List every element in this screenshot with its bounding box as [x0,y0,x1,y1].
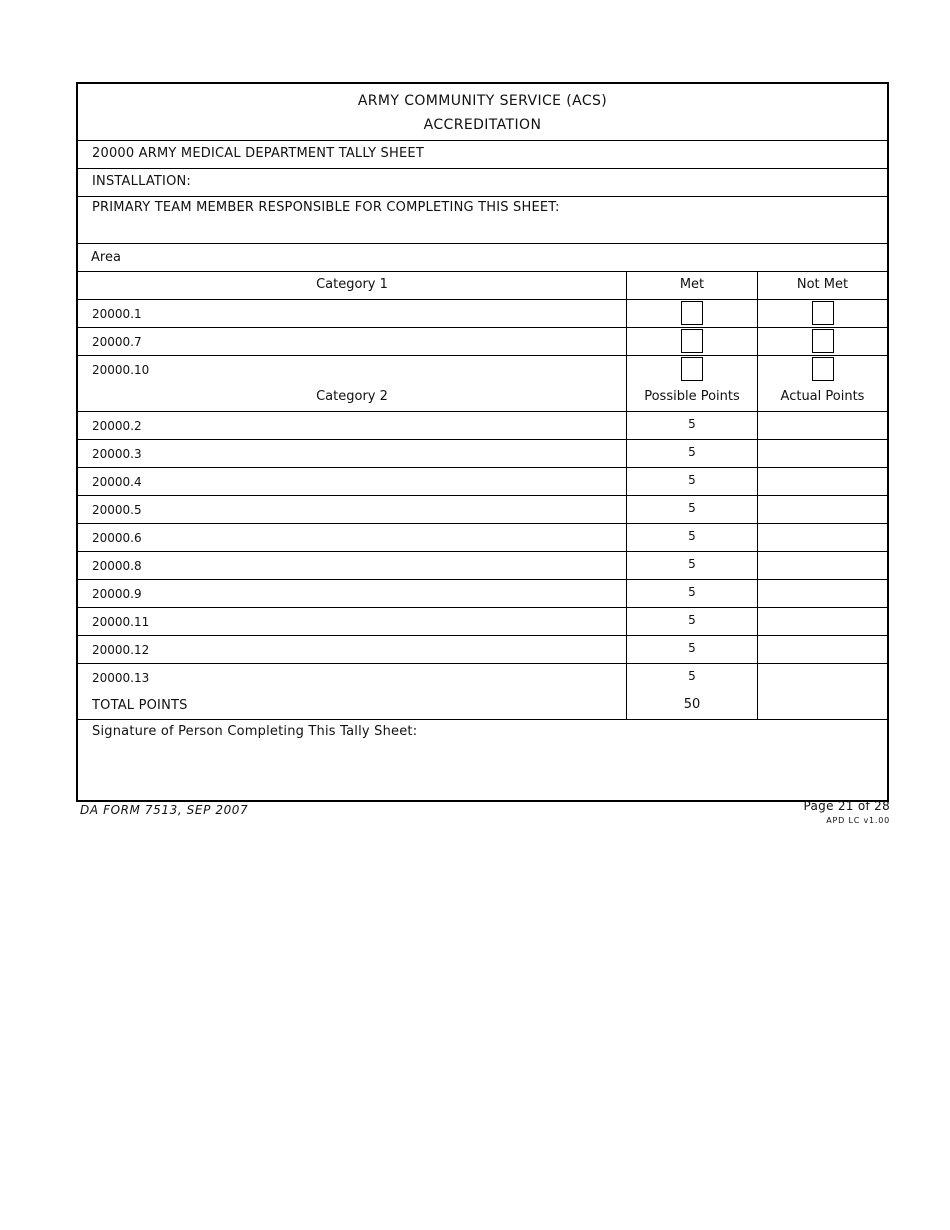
total-possible-points: 50 [627,692,758,719]
possible-points: 5 [627,636,758,663]
tally-sheet-title: 20000 ARMY MEDICAL DEPARTMENT TALLY SHEET [78,141,887,169]
form-subtitle: ACCREDITATION [423,117,542,133]
category2-row [78,636,887,664]
category1-header [78,272,887,300]
standard-id: 20000.6 [78,524,627,551]
met-cell [627,356,758,384]
possible-points: 5 [627,524,758,551]
met-cell [627,328,758,355]
not-met-cell [758,356,887,384]
standard-id: 20000.1 [78,300,627,327]
not-met-checkbox[interactable] [812,329,834,353]
standard-id: 20000.5 [78,496,627,523]
met-checkbox[interactable] [681,329,703,353]
possible-points: 5 [627,552,758,579]
actual-points-field[interactable] [758,496,887,523]
possible-points: 5 [627,608,758,635]
form-number: DA FORM 7513, SEP 2007 [80,803,249,817]
actual-points-field[interactable] [758,440,887,467]
possible-points-header: Possible Points [627,384,758,411]
category1-row [78,300,887,328]
standard-id: 20000.11 [78,608,627,635]
standard-id: 20000.12 [78,636,627,663]
category2-row [78,552,887,580]
category2-row [78,468,887,496]
met-column-header: Met [627,272,758,299]
category2-row [78,664,887,692]
possible-points: 5 [627,468,758,495]
category2-row [78,608,887,636]
possible-points: 5 [627,496,758,523]
not-met-cell [758,300,887,327]
total-row [78,692,887,720]
met-checkbox[interactable] [681,357,703,381]
met-cell [627,300,758,327]
actual-points-field[interactable] [758,524,887,551]
standard-id: 20000.4 [78,468,627,495]
not-met-checkbox[interactable] [812,357,834,381]
category2-row [78,496,887,524]
category2-row [78,440,887,468]
possible-points: 5 [627,412,758,439]
page-number: Page 21 of 28 [803,799,890,813]
actual-points-field[interactable] [758,468,887,495]
actual-points-field[interactable] [758,552,887,579]
standard-id: 20000.2 [78,412,627,439]
signature-field[interactable]: Signature of Person Completing This Tally Sheet: [92,724,418,739]
actual-points-field[interactable] [758,412,887,439]
standard-id: 20000.3 [78,440,627,467]
version-label: APD LC v1.00 [826,816,890,825]
actual-points-field[interactable] [758,580,887,607]
category1-row [78,356,887,384]
total-actual-points-field[interactable] [758,692,887,719]
area-label: Area [78,244,887,272]
standard-id: 20000.9 [78,580,627,607]
category1-label: Category 1 [78,272,627,299]
form-title: ARMY COMMUNITY SERVICE (ACS) [357,93,608,109]
possible-points: 5 [627,664,758,692]
category2-header [78,384,887,412]
not-met-checkbox[interactable] [812,301,834,325]
category2-row [78,524,887,552]
primary-member-field[interactable]: PRIMARY TEAM MEMBER RESPONSIBLE FOR COMPLETING THIS SHEET: [78,197,887,244]
actual-points-field[interactable] [758,664,887,692]
installation-field[interactable]: INSTALLATION: [78,169,887,197]
form-title-block [78,84,887,141]
standard-id: 20000.10 [78,356,627,384]
actual-points-header: Actual Points [780,389,865,404]
page-footer [804,799,891,825]
standard-id: 20000.7 [78,328,627,355]
met-checkbox[interactable] [681,301,703,325]
not-met-column-header: Not Met [796,277,849,292]
possible-points: 5 [627,440,758,467]
actual-points-field[interactable] [758,636,887,663]
not-met-cell [758,328,887,355]
total-points-label: TOTAL POINTS [78,692,627,719]
category1-row [78,328,887,356]
possible-points: 5 [627,580,758,607]
standard-id: 20000.13 [78,664,627,692]
actual-points-field[interactable] [758,608,887,635]
standard-id: 20000.8 [78,552,627,579]
category2-row [78,580,887,608]
category2-row [78,412,887,440]
category2-label: Category 2 [78,384,627,411]
tally-sheet-form [76,82,889,802]
